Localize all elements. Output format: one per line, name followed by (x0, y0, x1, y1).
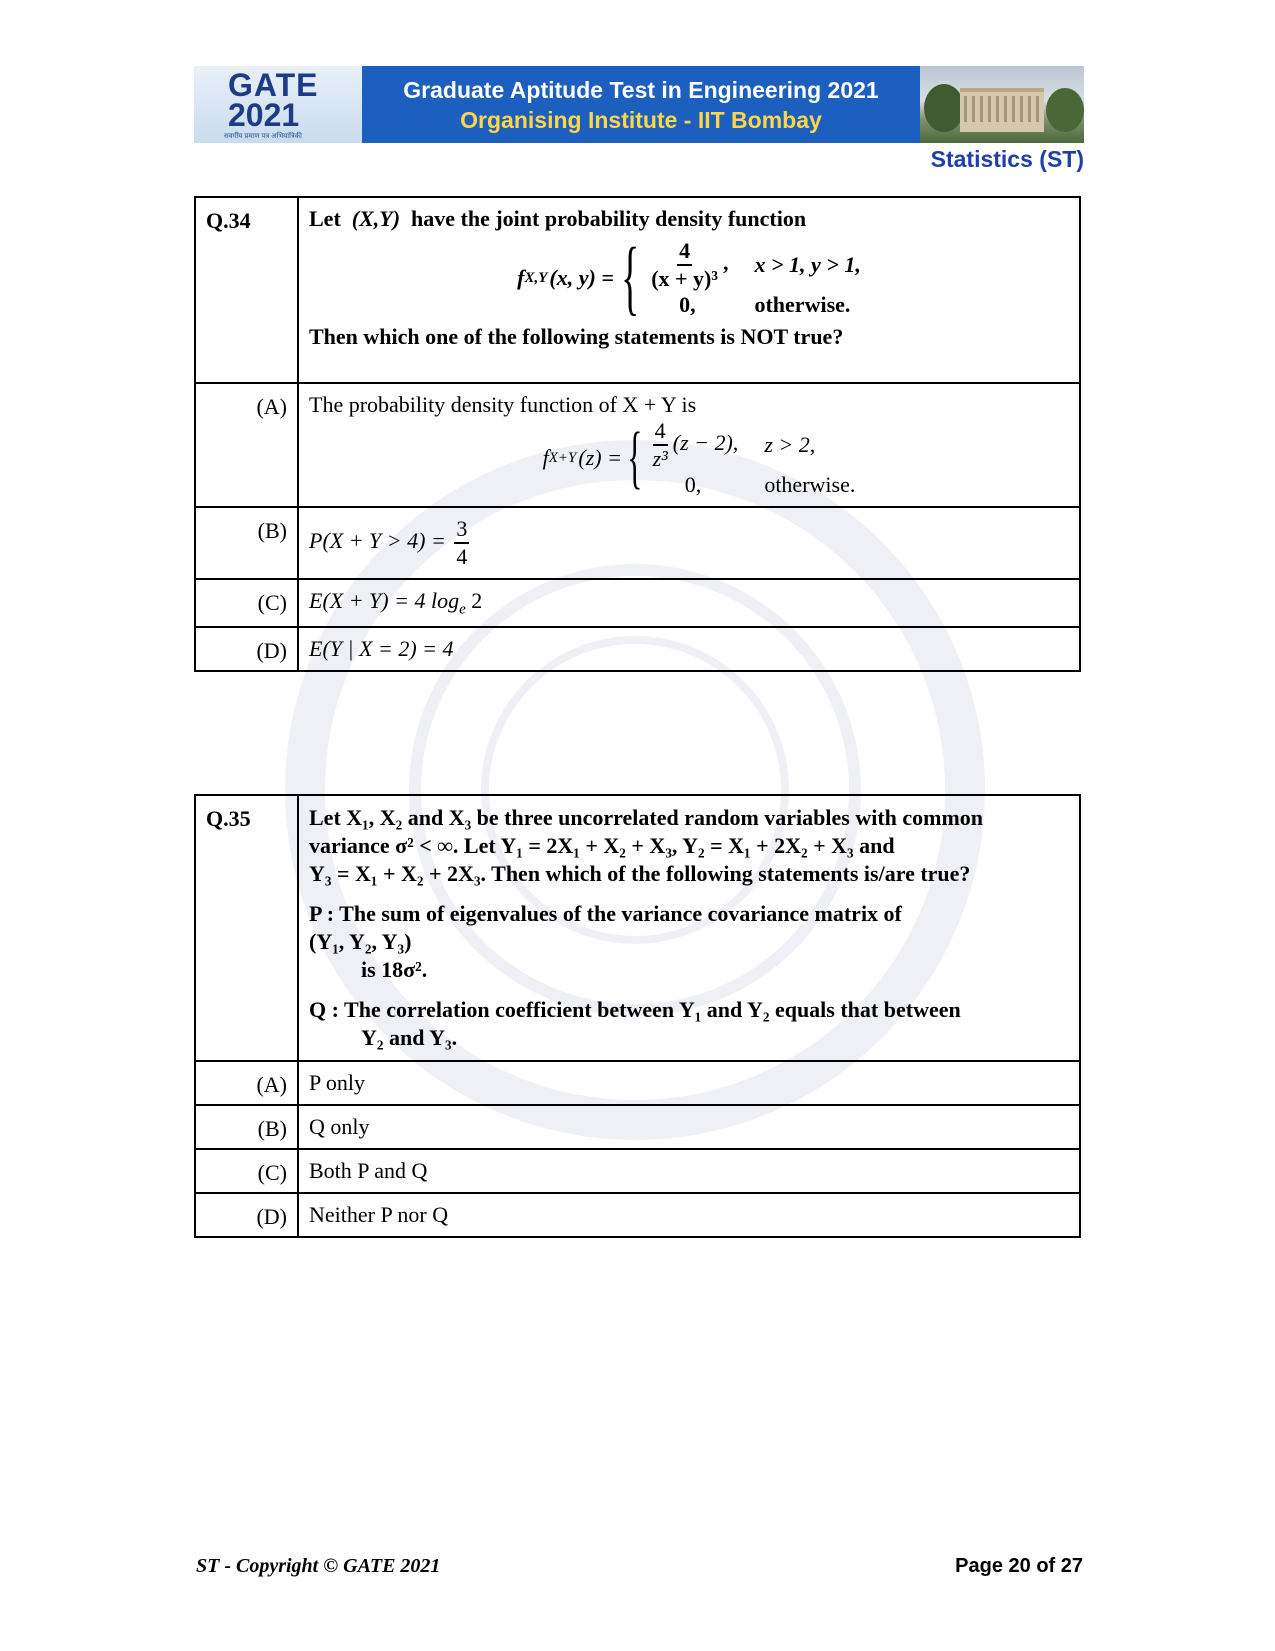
statement-q (309, 996, 1069, 1052)
case1-denominator: (x + y)³ (651, 266, 718, 291)
banner-subtitle: Organising Institute - IIT Bombay (460, 106, 822, 133)
statement-q-line1: Q : The correlation coefficient between Y₁ and Y₂ equals that between (309, 997, 961, 1022)
sum-pdf-val2: 0, (684, 472, 702, 497)
sum-pdf-cond2: otherwise. (764, 472, 856, 497)
sum-pdf-cond1: z > 2, (764, 432, 816, 457)
stem-rest: have the joint probability density function (411, 206, 807, 231)
question-34-table (194, 196, 1081, 672)
option-c-sub: e (459, 601, 466, 618)
logo-gate-text: GATE (228, 67, 319, 103)
statement-p-line2: (Y₁, Y₂, Y₃) (309, 929, 412, 954)
page-header (194, 66, 1084, 143)
statement-q-line2: Y₂ and Y₃. (361, 1025, 458, 1050)
gate-logo (194, 66, 362, 143)
stem-vars: (X,Y) (351, 206, 401, 231)
question-number: Q.35 (195, 795, 298, 1061)
case2-value: 0, (679, 292, 696, 317)
logo-year-text: 2021 (228, 97, 300, 133)
option-a-label: (A) (195, 1061, 298, 1105)
header-banner (362, 66, 920, 143)
logo-tagline: सवर्गीय प्रमाण पत्र अभियांत्रिकी (224, 133, 302, 140)
question-number: Q.34 (195, 197, 298, 383)
page-number: Page 20 of 27 (955, 1555, 1083, 1577)
campus-photo (920, 66, 1084, 143)
question-35-stem (298, 795, 1080, 1061)
sum-pdf-expr: (z − 2), (672, 430, 739, 456)
sum-pdf-f: f (542, 445, 549, 470)
case1-condition: x > 1, y > 1, (754, 252, 861, 277)
question-35-table (194, 794, 1081, 1238)
option-a[interactable] (298, 383, 1080, 507)
question-34-stem (298, 197, 1080, 383)
sum-pdf-args: (z) = (578, 445, 622, 470)
option-b[interactable]: Q only (298, 1105, 1080, 1149)
pdf-args: (x, y) = (549, 265, 614, 290)
option-c-label: (C) (195, 1149, 298, 1193)
stem-let: Let (309, 206, 341, 231)
option-d-label: (D) (195, 627, 298, 671)
sum-pdf-sub: X+Y (548, 449, 577, 466)
pdf-sub: X,Y (524, 269, 548, 286)
option-b-denominator: 4 (456, 544, 468, 569)
question-34-prompt: Then which one of the following statements is NOT true? (309, 324, 844, 349)
option-c-text: E(X + Y) = 4 log (309, 588, 460, 613)
option-b[interactable] (298, 507, 1080, 579)
sum-pdf-formula: f X+Y (z) = { $\frac{4}{\text{z³}}$ (z − 2), z > 2, 0, otherwise. (542, 418, 856, 497)
case2-condition: otherwise. (754, 292, 851, 317)
sum-pdf-denominator: z³ (652, 446, 668, 471)
option-b-label: (B) (195, 507, 298, 579)
statement-p-line1: P : The sum of eigenvalues of the variance covariance matrix of (309, 901, 902, 926)
option-d[interactable]: Neither P nor Q (298, 1193, 1080, 1237)
option-a[interactable]: P only (298, 1061, 1080, 1105)
option-d-label: (D) (195, 1193, 298, 1237)
stem-line-2: variance σ² < ∞. Let Y₁ = 2X₁ + X₂ + X₃, Y₂ = X₁ + 2X₂ + X₃ and (309, 833, 895, 858)
option-c[interactable] (298, 579, 1080, 627)
case1-numerator: 4 (677, 238, 692, 266)
banner-title: Graduate Aptitude Test in Engineering 2021 (403, 76, 879, 103)
option-c-tail: 2 (465, 588, 483, 613)
stem-line-1: Let X₁, X₂ and X₃ be three uncorrelated random variables with common (309, 805, 984, 830)
option-d[interactable]: E(Y | X = 2) = 4 (298, 627, 1080, 671)
option-b-text: P(X + Y > 4) = (309, 528, 446, 554)
stem-line-3: Y₃ = X₁ + X₂ + 2X₃. Then which of the following statements is/are true? (309, 861, 971, 886)
joint-pdf-formula: f X,Y (x, y) = { $\frac{4}{\text{(x + y)³}}$ , x > 1, y > 1, 0, otherwise. (517, 231, 861, 324)
footer-copyright: ST - Copyright © GATE 2021 (196, 1555, 441, 1577)
option-b-numerator: 3 (454, 516, 469, 544)
option-a-text: The probability density function of X + Y is (309, 392, 697, 417)
subject-label: Statistics (ST) (930, 146, 1084, 172)
sum-pdf-numerator: 4 (653, 418, 668, 446)
option-b-label: (B) (195, 1105, 298, 1149)
option-c-label: (C) (195, 579, 298, 627)
statement-p (309, 900, 1069, 984)
option-c[interactable]: Both P and Q (298, 1149, 1080, 1193)
pdf-f: f (517, 265, 525, 290)
option-a-label: (A) (195, 383, 298, 507)
statement-p-line3: is 18σ². (361, 957, 428, 982)
